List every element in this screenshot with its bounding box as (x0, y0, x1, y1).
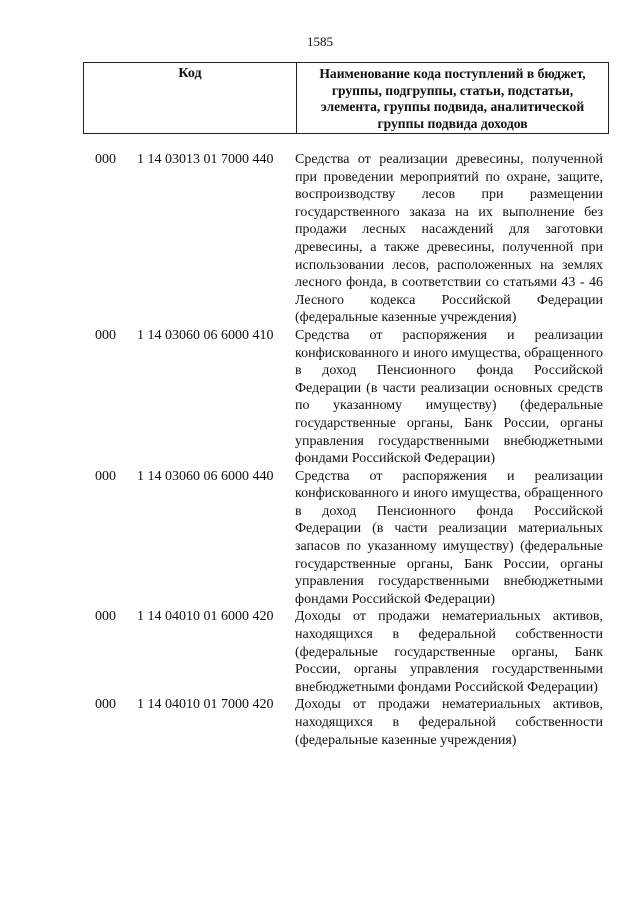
row-admin-code: 000 (95, 609, 116, 625)
header-name-label: Наименование кода поступлений в бюджет, группы, подгруппы, статьи, подстатьи, элемента, группы подвида, аналитической группы подвида доходов (319, 66, 586, 131)
row-admin-code: 000 (95, 327, 116, 343)
table-row (0, 608, 640, 696)
row-revenue-code: 1 14 04010 01 7000 420 (137, 697, 274, 713)
row-revenue-code: 1 14 03060 06 6000 440 (137, 468, 274, 484)
row-description: Средства от распоряжения и реализации конфискованного и иного имущества, обращенного в доход Пенсионного фонда Российской Федерации (в части реализации основных средств по указанному имуществу) (федеральные государственные органы, Банк России, органы управления государственными внебюджетными фондами Российской Федерации) (295, 327, 603, 467)
row-admin-code: 000 (95, 697, 116, 713)
row-revenue-code: 1 14 04010 01 6000 420 (137, 609, 274, 625)
row-description: Средства от реализации древесины, полученной при проведении мероприятий по охране, защите, воспроизводству лесов при размещении государственного заказа на их выполнение без продажи лесных насаждений для заготовки древесины, а также древесины, полученной при использовании лесов, расположенных на землях лесного фонда, в соответствии со статьями 43 - 46 Лесного кодекса Российской Федерации (федеральные казенные учреждения) (295, 152, 603, 326)
row-description: Средства от распоряжения и реализации конфискованного и иного имущества, обращенного в доход Пенсионного фонда Российской Федерации (в части реализации материальных запасов по указанному имуществу) (федеральные государственные органы, Банк России, органы управления государственными внебюджетными фондами Российской Федерации) (295, 468, 603, 607)
page-number: 1585 (307, 34, 333, 49)
row-admin-code: 000 (95, 152, 116, 167)
table-row (0, 696, 640, 749)
row-description: Доходы от продажи нематериальных активов, находящихся в федеральной собственности (федеральные казенные учреждения) (295, 697, 603, 748)
row-description: Доходы от продажи нематериальных активов, находящихся в федеральной собственности (федеральные государственные органы, Банк России, органы управления государственными внебюджетными фондами Российской Федерации) (295, 609, 603, 695)
revenue-code-list (0, 151, 640, 749)
table-row (0, 327, 640, 468)
table-row (0, 468, 640, 609)
row-admin-code: 000 (95, 468, 116, 484)
row-revenue-code: 1 14 03013 01 7000 440 (137, 152, 274, 167)
row-revenue-code: 1 14 03060 06 6000 410 (137, 327, 274, 343)
table-header (83, 62, 609, 134)
header-code-label: Код (84, 63, 297, 133)
table-row (0, 151, 640, 327)
